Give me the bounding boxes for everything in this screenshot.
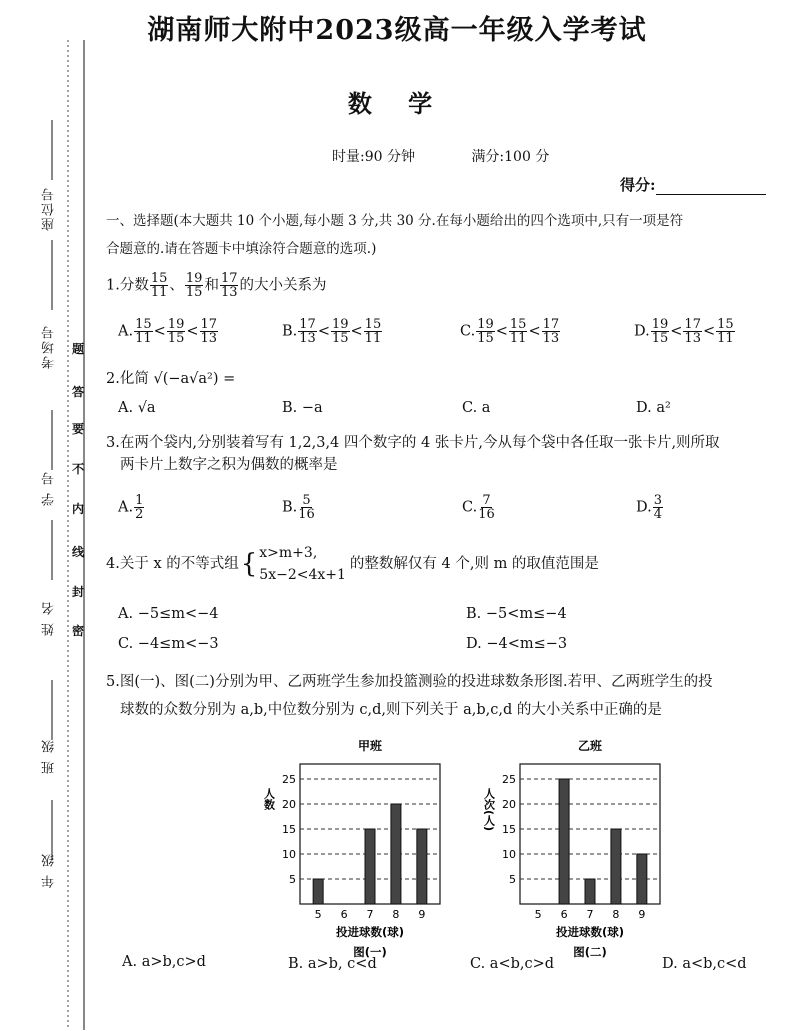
bar: [637, 854, 647, 904]
brace: {: [240, 549, 258, 579]
seal-char: 封: [72, 585, 85, 599]
question-2: [106, 368, 794, 390]
bar: [313, 879, 323, 904]
section-heading-line2: 合题意的.请在答题卡中填涂符合题意的选项.): [106, 241, 377, 257]
q5-stem-line2: 球数的众数分别为 a,b,中位数分别为 c,d,则下列关于 a,b,c,d 的大小关系中正确的是: [120, 702, 662, 718]
grade-label: 年 级: [42, 852, 57, 889]
seal-char: 答: [72, 385, 85, 399]
y-tick-label: 5: [289, 873, 296, 886]
question-1: 1.分数 $\frac{15}{11}$ 、 $\frac{19}{15}$ 和 $\frac{17}{13}$ 的大小关系为: [106, 271, 327, 300]
x-axis-label: 投进球数(球): [335, 925, 405, 939]
question-5: [106, 668, 794, 724]
q5-option-c[interactable]: C. a<b,c>d: [470, 956, 555, 972]
y-tick-label: 15: [502, 823, 516, 836]
x-tick-label: 9: [418, 908, 426, 921]
y-tick-label: 25: [282, 773, 296, 786]
q2-option-c[interactable]: C. a: [462, 400, 491, 416]
inequality-system: x>m+3, 5x−2<4x+1: [259, 545, 346, 583]
q4-option-c[interactable]: C. −4≤m<−3: [118, 636, 219, 652]
score-blank: [656, 180, 766, 195]
y-tick-label: 10: [502, 848, 516, 861]
q4-option-d[interactable]: D. −4<m≤−3: [466, 636, 568, 652]
y-axis-label: 人次(人): [482, 788, 496, 832]
fraction: $\frac{15}{11}$: [150, 271, 168, 300]
q1-stem-pre: 1.分数: [106, 277, 149, 294]
x-tick-label: 8: [392, 908, 400, 921]
seat-label: 座位号: [42, 186, 57, 231]
q3-stem-line1: 3.在两个袋内,分别装着写有 1,2,3,4 四个数字的 4 张卡片,今从每个袋中各任取一张卡片,则所取: [106, 435, 720, 451]
x-tick-label: 7: [366, 908, 374, 921]
q3-option-c[interactable]: C. $\frac{7}{16}$: [462, 493, 495, 522]
bar: [585, 879, 595, 904]
x-tick-label: 5: [534, 908, 542, 921]
bar: [391, 804, 401, 904]
score-field: [620, 174, 766, 195]
y-tick-label: 10: [282, 848, 296, 861]
y-tick-label: 20: [502, 798, 516, 811]
q2-option-b[interactable]: B. −a: [282, 400, 323, 416]
chart-svg-a: [255, 738, 455, 960]
full-score: 满分:100 分: [471, 149, 550, 165]
q2-stem: 2.化简: [106, 371, 149, 387]
subject-title: 数 学: [347, 89, 447, 118]
chart-title: 乙班: [577, 739, 603, 753]
x-tick-label: 6: [340, 908, 348, 921]
q3-option-b[interactable]: B. $\frac{5}{16}$: [282, 493, 315, 522]
y-tick-label: 5: [509, 873, 516, 886]
question-3: [106, 432, 794, 476]
q4-stem-pre: 4.关于 x 的不等式组: [106, 556, 239, 572]
exam-meta: [332, 146, 601, 166]
fraction: $\frac{19}{15}$: [185, 271, 203, 300]
seal-char: 线: [72, 545, 85, 559]
seal-char: 不: [72, 462, 85, 476]
bar: [559, 779, 569, 904]
seal-char: 内: [72, 502, 85, 516]
y-tick-label: 20: [282, 798, 296, 811]
q5-option-b[interactable]: B. a>b, c<d: [288, 956, 377, 972]
chart-title: 甲班: [357, 739, 383, 753]
chart-caption: 图(一): [353, 945, 387, 959]
x-tick-label: 5: [314, 908, 322, 921]
q5-option-d[interactable]: D. a<b,c<d: [662, 956, 747, 972]
time-limit: 时量:90 分钟: [332, 149, 415, 165]
class-label: 班 级: [42, 738, 57, 775]
x-tick-label: 8: [612, 908, 620, 921]
student-no-label: 学 号: [42, 470, 57, 507]
x-tick-label: 6: [560, 908, 568, 921]
q2-expression: √(−a√a²) =: [153, 371, 236, 387]
q2-option-d[interactable]: D. a²: [636, 400, 671, 416]
score-label: 得分:: [620, 176, 656, 194]
q4-option-b[interactable]: B. −5<m≤−4: [466, 606, 567, 622]
question-4: [106, 542, 786, 586]
q3-stem-line2: 两卡片上数字之积为偶数的概率是: [120, 457, 338, 473]
name-label: 姓 名: [42, 600, 57, 637]
q1-stem-post: 的大小关系为: [239, 277, 327, 294]
chart-svg-b: [475, 738, 675, 960]
q4-option-a[interactable]: A. −5≤m<−4: [118, 606, 219, 622]
bar: [365, 829, 375, 904]
y-tick-label: 15: [282, 823, 296, 836]
fraction: $\frac{17}{13}$: [220, 271, 238, 300]
x-tick-label: 9: [638, 908, 646, 921]
q3-option-a[interactable]: A. $\frac{1}{2}$: [118, 493, 144, 522]
x-axis-label: 投进球数(球): [555, 925, 625, 939]
exam-room-label: 考场号: [42, 324, 57, 369]
bar: [417, 829, 427, 904]
q1-option-c[interactable]: C. $\frac{19}{15}$ < $\frac{15}{11}$ < $\frac{17}{13}$: [460, 317, 560, 346]
bar: [611, 829, 621, 904]
q3-option-d[interactable]: D. $\frac{3}{4}$: [636, 493, 662, 522]
seal-char: 题: [72, 342, 85, 356]
q5-option-a[interactable]: A. a>b,c>d: [122, 954, 206, 970]
y-tick-label: 25: [502, 773, 516, 786]
q1-option-d[interactable]: D. $\frac{19}{15}$ < $\frac{17}{13}$ < $\frac{15}{11}$: [634, 317, 734, 346]
binding-lines: [60, 40, 90, 1030]
chart-caption: 图(二): [573, 945, 607, 959]
seal-char: 要: [72, 422, 85, 436]
q2-option-a[interactable]: A. √a: [118, 400, 156, 416]
q1-option-b[interactable]: B. $\frac{17}{13}$ < $\frac{19}{15}$ < $\frac{15}{11}$: [282, 317, 382, 346]
y-axis-label: 人数: [262, 788, 276, 810]
chart-class-b: [475, 738, 675, 964]
exam-title: 湖南师大附中2023级高一年级入学考试: [147, 15, 647, 46]
chart-class-a: [255, 738, 455, 964]
q5-stem-line1: 5.图(一)、图(二)分别为甲、乙两班学生参加投篮测验的投进球数条形图.若甲、乙两班学生的投: [106, 674, 713, 690]
fill-lines: [40, 120, 60, 970]
q4-stem-post: 的整数解仅有 4 个,则 m 的取值范围是: [349, 556, 599, 572]
x-tick-label: 7: [586, 908, 594, 921]
section-heading: [106, 210, 794, 260]
section-heading-line1: 一、选择题(本大题共 10 个小题,每小题 3 分,共 30 分.在每小题给出的四个选项中,只有一项是符: [106, 213, 684, 229]
q1-option-a[interactable]: A. $\frac{15}{11}$ < $\frac{19}{15}$ < $\frac{17}{13}$: [118, 317, 218, 346]
seal-char: 密: [72, 624, 85, 638]
binding-strip: [0, 0, 100, 1031]
